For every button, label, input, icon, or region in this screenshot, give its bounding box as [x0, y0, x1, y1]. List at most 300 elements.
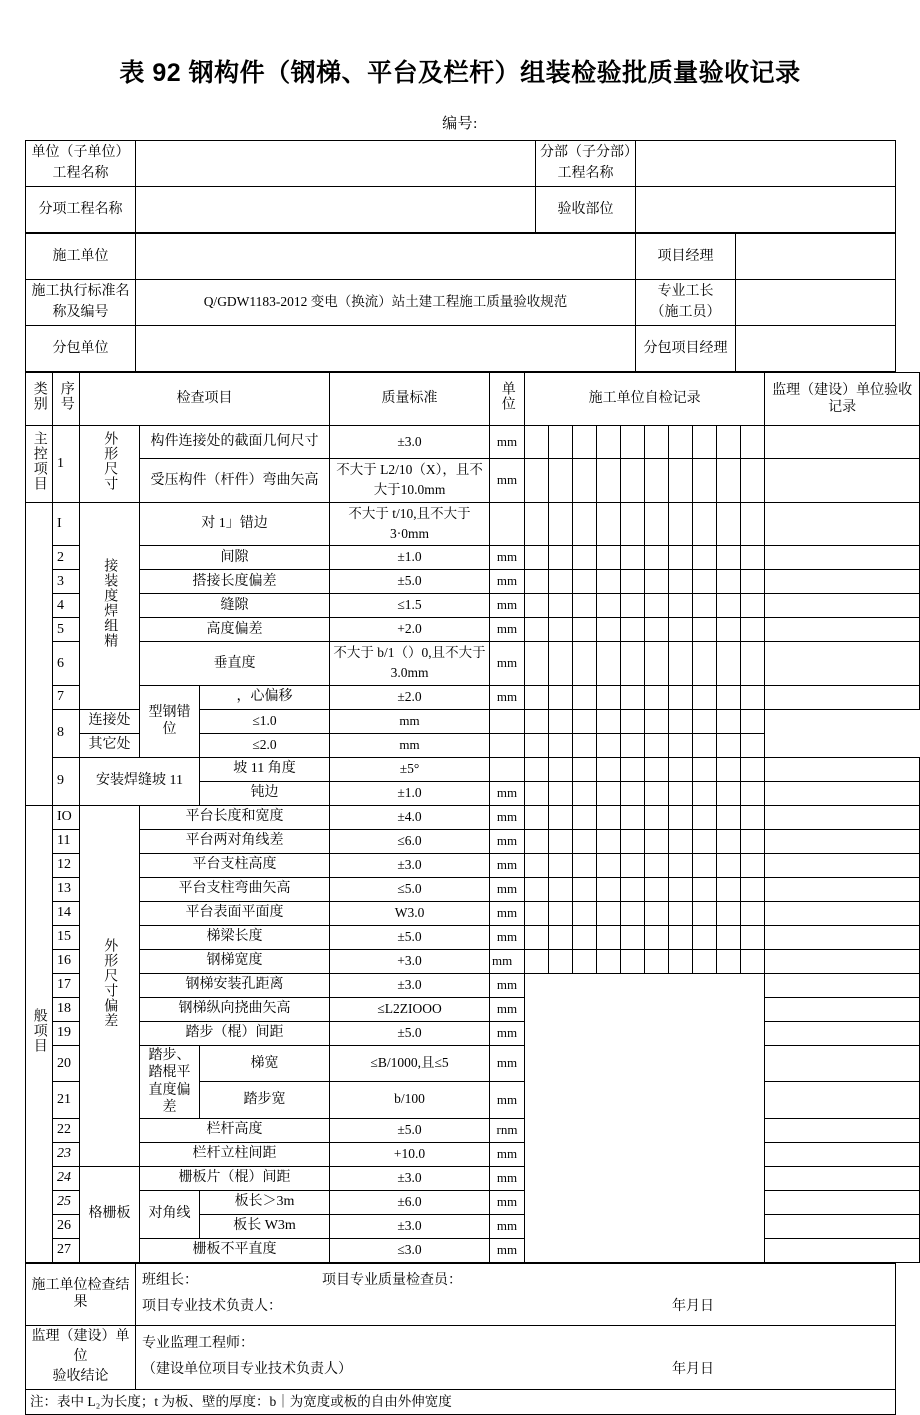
self-check-cell[interactable]: [693, 426, 717, 459]
table-row: [26, 618, 920, 642]
table-row: [26, 949, 920, 973]
self-check-cell[interactable]: [669, 459, 693, 503]
self-check-cell[interactable]: [597, 829, 621, 853]
row-item: 其它处: [80, 733, 140, 757]
foreman-input[interactable]: [736, 280, 896, 326]
self-check-cell[interactable]: [741, 805, 765, 829]
self-check-cell[interactable]: [573, 502, 597, 546]
self-check-cell[interactable]: [741, 459, 765, 503]
self-check-cell[interactable]: [645, 949, 669, 973]
row-item: 受压构件（杆件）弯曲矢高: [140, 459, 330, 503]
self-check-cell[interactable]: [621, 642, 645, 686]
self-check-cell[interactable]: [717, 685, 741, 709]
self-check-cell[interactable]: [717, 709, 741, 733]
self-check-cell[interactable]: [717, 570, 741, 594]
row-seq: 3: [53, 570, 80, 594]
row-item: 对 1」错边: [140, 502, 330, 546]
self-check-cell[interactable]: [621, 570, 645, 594]
self-check-cell[interactable]: [573, 546, 597, 570]
self-check-cell[interactable]: [717, 594, 741, 618]
self-check-cell[interactable]: [573, 426, 597, 459]
supervision-cell[interactable]: [765, 459, 920, 503]
self-check-cell[interactable]: [549, 733, 573, 757]
self-check-cell[interactable]: [693, 642, 717, 686]
self-check-cell[interactable]: [669, 925, 693, 949]
self-check-cell[interactable]: [669, 829, 693, 853]
self-check-cell[interactable]: [693, 757, 717, 781]
self-check-cell[interactable]: [549, 594, 573, 618]
self-check-cell[interactable]: [621, 925, 645, 949]
self-check-cell[interactable]: [597, 949, 621, 973]
self-check-cell[interactable]: [693, 709, 717, 733]
self-check-cell[interactable]: [573, 570, 597, 594]
row-seq: 17: [53, 973, 80, 997]
self-check-cell[interactable]: [717, 781, 741, 805]
self-check-cell[interactable]: [525, 949, 549, 973]
self-check-cell[interactable]: [573, 901, 597, 925]
col-seq: 序号: [53, 373, 80, 426]
self-check-cell[interactable]: [717, 877, 741, 901]
self-check-cell[interactable]: [573, 781, 597, 805]
row-seq: 7: [53, 685, 80, 709]
date-field-1: 年月日: [672, 1294, 714, 1321]
self-check-cell[interactable]: [693, 570, 717, 594]
self-check-cell[interactable]: [717, 546, 741, 570]
self-check-cell[interactable]: [669, 709, 693, 733]
col-unit: 单位: [490, 373, 525, 426]
self-check-cell[interactable]: [693, 949, 717, 973]
self-check-cell[interactable]: [621, 781, 645, 805]
self-check-cell[interactable]: [597, 502, 621, 546]
self-check-cell[interactable]: [669, 781, 693, 805]
row-unit: mm: [490, 546, 525, 570]
self-check-cell[interactable]: [525, 685, 549, 709]
self-check-cell[interactable]: [741, 925, 765, 949]
table-row: [26, 280, 896, 326]
self-check-cell[interactable]: [621, 805, 645, 829]
supervision-cell[interactable]: [765, 1190, 920, 1214]
row-standard: ±2.0: [330, 685, 490, 709]
supervision-cell[interactable]: [765, 1045, 920, 1082]
self-check-cell[interactable]: [693, 546, 717, 570]
self-check-cell[interactable]: [525, 618, 549, 642]
row-item: 钢梯安装孔距离: [140, 973, 330, 997]
row-seq: IO: [53, 805, 80, 829]
self-check-cell[interactable]: [573, 618, 597, 642]
self-check-cell[interactable]: [621, 546, 645, 570]
self-check-cell[interactable]: [717, 853, 741, 877]
self-check-cell[interactable]: [525, 459, 549, 503]
self-check-cell[interactable]: [717, 618, 741, 642]
self-check-cell[interactable]: [669, 853, 693, 877]
row-seq: 18: [53, 997, 80, 1021]
self-check-cell[interactable]: [621, 877, 645, 901]
self-check-cell[interactable]: [525, 570, 549, 594]
supervision-cell[interactable]: [765, 1082, 920, 1119]
self-check-cell[interactable]: [597, 618, 621, 642]
self-check-cell[interactable]: [717, 502, 741, 546]
self-check-cell[interactable]: [741, 757, 765, 781]
self-check-cell[interactable]: [645, 853, 669, 877]
supervision-cell[interactable]: [765, 1142, 920, 1166]
self-check-cell[interactable]: [741, 594, 765, 618]
self-check-cell[interactable]: [525, 502, 549, 546]
self-check-cell[interactable]: [597, 570, 621, 594]
self-check-cell[interactable]: [717, 805, 741, 829]
self-check-cell[interactable]: [669, 502, 693, 546]
self-check-cell[interactable]: [525, 853, 549, 877]
self-check-cell[interactable]: [717, 901, 741, 925]
supervision-cell[interactable]: [765, 618, 920, 642]
supervision-cell[interactable]: [765, 1118, 920, 1142]
supervision-cell[interactable]: [765, 1214, 920, 1238]
supervision-cell[interactable]: [765, 781, 920, 805]
row-unit: mm: [490, 570, 525, 594]
self-check-cell[interactable]: [549, 570, 573, 594]
self-check-cell[interactable]: [693, 502, 717, 546]
subcontractor-label: 分包单位: [26, 326, 136, 372]
supervision-cell[interactable]: [765, 426, 920, 459]
self-check-cell[interactable]: [741, 426, 765, 459]
supervision-cell[interactable]: [765, 829, 920, 853]
self-check-cell[interactable]: [525, 709, 549, 733]
self-check-cell[interactable]: [669, 642, 693, 686]
self-check-cell[interactable]: [549, 925, 573, 949]
self-check-cell[interactable]: [621, 733, 645, 757]
self-check-cell[interactable]: [645, 459, 669, 503]
self-check-cell[interactable]: [621, 502, 645, 546]
self-check-cell[interactable]: [645, 546, 669, 570]
self-check-cell[interactable]: [573, 949, 597, 973]
self-check-cell[interactable]: [741, 829, 765, 853]
self-check-cell[interactable]: [717, 829, 741, 853]
self-check-cell[interactable]: [645, 709, 669, 733]
group-diagonal: 对角线: [140, 1190, 200, 1238]
supervision-cell[interactable]: [765, 502, 920, 546]
self-check-cell[interactable]: [645, 642, 669, 686]
self-check-cell[interactable]: [693, 459, 717, 503]
self-check-cell[interactable]: [597, 594, 621, 618]
self-check-cell[interactable]: [573, 594, 597, 618]
self-check-cell[interactable]: [693, 618, 717, 642]
supervision-cell[interactable]: [765, 685, 920, 709]
self-check-cell[interactable]: [525, 781, 549, 805]
supervision-cell[interactable]: [765, 877, 920, 901]
self-check-cell[interactable]: [549, 949, 573, 973]
self-check-cell[interactable]: [693, 733, 717, 757]
self-check-cell[interactable]: [693, 877, 717, 901]
self-check-cell[interactable]: [645, 877, 669, 901]
self-check-cell[interactable]: [741, 901, 765, 925]
constr-result-content[interactable]: [136, 1263, 896, 1325]
self-check-cell[interactable]: [525, 642, 549, 686]
self-check-cell[interactable]: [549, 546, 573, 570]
self-check-cell[interactable]: [693, 829, 717, 853]
self-check-cell[interactable]: [573, 877, 597, 901]
self-check-cell[interactable]: [597, 853, 621, 877]
self-check-cell[interactable]: [597, 642, 621, 686]
self-check-cell[interactable]: [549, 829, 573, 853]
self-check-cell[interactable]: [525, 877, 549, 901]
self-check-cell[interactable]: [621, 949, 645, 973]
super-conclusion-content[interactable]: [136, 1325, 896, 1389]
row-standard: ±3.0: [330, 1166, 490, 1190]
self-check-cell[interactable]: [549, 618, 573, 642]
supervision-cell[interactable]: [765, 1021, 920, 1045]
row-standard: ±1.0: [330, 781, 490, 805]
self-check-cell[interactable]: [669, 733, 693, 757]
self-check-cell[interactable]: [645, 781, 669, 805]
supervision-cell[interactable]: [765, 901, 920, 925]
self-check-cell[interactable]: [597, 757, 621, 781]
self-check-cell[interactable]: [669, 570, 693, 594]
self-check-cell[interactable]: [597, 901, 621, 925]
item-project-name-input[interactable]: [136, 187, 536, 233]
self-check-cell[interactable]: [741, 502, 765, 546]
super-engineer-sub-label: （建设单位项目专业技术负责人）: [142, 1357, 672, 1384]
supervision-cell[interactable]: [765, 1166, 920, 1190]
self-check-cell[interactable]: [525, 925, 549, 949]
self-check-cell[interactable]: [490, 709, 525, 733]
self-check-cell[interactable]: [741, 546, 765, 570]
self-check-cell[interactable]: [597, 709, 621, 733]
self-check-cell[interactable]: [669, 949, 693, 973]
supervision-cell[interactable]: [765, 1238, 920, 1262]
self-check-cell[interactable]: [645, 733, 669, 757]
self-check-cell[interactable]: [490, 733, 525, 757]
self-check-cell[interactable]: [573, 685, 597, 709]
supervision-cell[interactable]: [765, 949, 920, 973]
self-check-cell[interactable]: [573, 642, 597, 686]
self-check-cell[interactable]: [621, 618, 645, 642]
self-check-cell[interactable]: [597, 685, 621, 709]
supervision-cell[interactable]: [765, 546, 920, 570]
row-item: 垂直度: [140, 642, 330, 686]
self-check-cell[interactable]: [597, 877, 621, 901]
self-check-cell[interactable]: [693, 901, 717, 925]
self-check-cell[interactable]: [645, 901, 669, 925]
self-check-cell[interactable]: [669, 594, 693, 618]
supervision-cell[interactable]: [741, 733, 765, 757]
row-seq: 13: [53, 877, 80, 901]
self-check-cell[interactable]: [573, 459, 597, 503]
self-check-cell[interactable]: [621, 709, 645, 733]
self-check-cell[interactable]: [741, 877, 765, 901]
self-check-cell[interactable]: [717, 757, 741, 781]
self-check-cell[interactable]: [549, 757, 573, 781]
acceptance-part-input[interactable]: [636, 187, 896, 233]
sub-project-manager-input[interactable]: [736, 326, 896, 372]
self-check-cell[interactable]: [525, 901, 549, 925]
col-supervision: 监理（建设）单位验收记录: [765, 373, 920, 426]
self-check-cell[interactable]: [645, 426, 669, 459]
self-check-cell[interactable]: [645, 685, 669, 709]
self-check-cell[interactable]: [693, 685, 717, 709]
table-row: [26, 925, 920, 949]
self-check-cell[interactable]: [525, 426, 549, 459]
self-check-cell[interactable]: [525, 829, 549, 853]
table-row: [26, 1389, 896, 1415]
self-check-cell[interactable]: [621, 685, 645, 709]
supervision-cell[interactable]: [765, 973, 920, 997]
self-check-cell[interactable]: [645, 502, 669, 546]
self-check-cell[interactable]: [621, 459, 645, 503]
supervision-cell[interactable]: [765, 570, 920, 594]
self-check-cell[interactable]: [693, 805, 717, 829]
row-item: 梯梁长度: [140, 925, 330, 949]
table-row: [26, 642, 920, 686]
table-row: [26, 459, 920, 503]
unit-project-name-input[interactable]: [136, 141, 536, 187]
row-unit: mm: [490, 618, 525, 642]
row-standard: ±6.0: [330, 1190, 490, 1214]
self-check-cell[interactable]: [645, 925, 669, 949]
self-check-cell[interactable]: [669, 805, 693, 829]
self-check-cell[interactable]: [717, 642, 741, 686]
row-standard: ±3.0: [330, 853, 490, 877]
foreman-title: 专业工长: [638, 282, 733, 302]
table-row: [26, 901, 920, 925]
self-check-cell[interactable]: [549, 877, 573, 901]
self-check-cell[interactable]: [597, 733, 621, 757]
row-seq: 1: [53, 426, 80, 503]
self-check-cell[interactable]: [645, 618, 669, 642]
supervision-cell[interactable]: [765, 594, 920, 618]
self-check-cell[interactable]: [645, 829, 669, 853]
self-check-cell[interactable]: [669, 901, 693, 925]
row-unit: mm: [490, 925, 525, 949]
self-check-cell[interactable]: [717, 426, 741, 459]
self-check-area-merged[interactable]: [525, 973, 765, 1262]
group-shape-dev: 外形尺寸偏差: [80, 805, 140, 1166]
self-check-cell[interactable]: [645, 570, 669, 594]
self-check-cell[interactable]: [741, 853, 765, 877]
row-item: 搭接长度偏差: [140, 570, 330, 594]
self-check-cell[interactable]: [693, 853, 717, 877]
self-check-cell[interactable]: [549, 709, 573, 733]
row-item: 踏步（棍）间距: [140, 1021, 330, 1045]
self-check-cell[interactable]: [669, 546, 693, 570]
self-check-cell[interactable]: [669, 618, 693, 642]
row-standard: +3.0: [330, 949, 490, 973]
supervision-cell[interactable]: [765, 805, 920, 829]
self-check-cell[interactable]: [525, 594, 549, 618]
self-check-cell[interactable]: [597, 925, 621, 949]
self-check-cell[interactable]: [573, 709, 597, 733]
self-check-cell[interactable]: [549, 853, 573, 877]
supervision-cell[interactable]: [765, 642, 920, 686]
self-check-cell[interactable]: [741, 618, 765, 642]
self-check-cell[interactable]: [645, 594, 669, 618]
self-check-cell[interactable]: [741, 642, 765, 686]
supervision-cell[interactable]: [765, 757, 920, 781]
self-check-cell[interactable]: [549, 426, 573, 459]
construction-unit-input[interactable]: [136, 234, 636, 280]
self-check-cell[interactable]: [573, 805, 597, 829]
self-check-cell[interactable]: [597, 781, 621, 805]
self-check-cell[interactable]: [597, 459, 621, 503]
self-check-cell[interactable]: [693, 925, 717, 949]
subcontractor-input[interactable]: [136, 326, 636, 372]
self-check-cell[interactable]: [669, 757, 693, 781]
self-check-cell[interactable]: [621, 426, 645, 459]
row-standard: ≤3.0: [330, 1238, 490, 1262]
self-check-cell[interactable]: [525, 546, 549, 570]
self-check-cell[interactable]: [717, 733, 741, 757]
self-check-cell[interactable]: [573, 925, 597, 949]
col-inspection-item: 检查项目: [80, 373, 330, 426]
self-check-cell[interactable]: [525, 733, 549, 757]
row-seq: 23: [53, 1142, 80, 1166]
row-standard: ±5.0: [330, 925, 490, 949]
self-check-cell[interactable]: [549, 459, 573, 503]
self-check-cell[interactable]: [549, 685, 573, 709]
self-check-cell[interactable]: [669, 685, 693, 709]
supervision-cell[interactable]: [765, 925, 920, 949]
row-unit: mm: [490, 781, 525, 805]
supervision-cell[interactable]: [765, 853, 920, 877]
self-check-cell[interactable]: [597, 426, 621, 459]
self-check-cell[interactable]: [549, 781, 573, 805]
self-check-cell[interactable]: [645, 757, 669, 781]
row-item: 栏杆立柱间距: [140, 1142, 330, 1166]
self-check-cell[interactable]: [717, 949, 741, 973]
self-check-cell[interactable]: [741, 685, 765, 709]
table-row: [26, 1021, 920, 1045]
table-header-row: [26, 373, 920, 426]
row-item: 连接处: [80, 709, 140, 733]
self-check-cell[interactable]: [693, 594, 717, 618]
self-check-cell[interactable]: [549, 642, 573, 686]
self-check-cell[interactable]: [669, 877, 693, 901]
self-check-cell[interactable]: [621, 829, 645, 853]
self-check-cell[interactable]: [669, 426, 693, 459]
self-check-cell[interactable]: [549, 805, 573, 829]
self-check-cell[interactable]: [741, 570, 765, 594]
category-blank: [26, 502, 53, 805]
self-check-cell[interactable]: [693, 781, 717, 805]
self-check-cell[interactable]: [645, 805, 669, 829]
self-check-cell[interactable]: [621, 901, 645, 925]
self-check-cell[interactable]: [621, 594, 645, 618]
supervision-cell[interactable]: [765, 997, 920, 1021]
table-row: [26, 426, 920, 459]
self-check-cell[interactable]: [525, 757, 549, 781]
self-check-cell[interactable]: [597, 546, 621, 570]
self-check-cell[interactable]: [597, 805, 621, 829]
self-check-cell[interactable]: [741, 949, 765, 973]
self-check-cell[interactable]: [717, 925, 741, 949]
self-check-cell[interactable]: [573, 757, 597, 781]
self-check-cell[interactable]: [573, 853, 597, 877]
self-check-cell[interactable]: [621, 853, 645, 877]
sub-project-name-input[interactable]: [636, 141, 896, 187]
self-check-cell[interactable]: [621, 757, 645, 781]
self-check-cell[interactable]: [549, 901, 573, 925]
self-check-cell[interactable]: [717, 459, 741, 503]
self-check-cell[interactable]: [549, 502, 573, 546]
supervision-cell[interactable]: [741, 709, 765, 733]
table-row: [26, 685, 920, 709]
row-standard: ≤L2ZIOOO: [330, 997, 490, 1021]
row-unit: mm: [490, 997, 525, 1021]
self-check-cell[interactable]: [741, 781, 765, 805]
self-check-cell[interactable]: [573, 829, 597, 853]
table-row: [26, 594, 920, 618]
self-check-cell[interactable]: [525, 805, 549, 829]
self-check-cell[interactable]: [573, 733, 597, 757]
project-manager-input[interactable]: [736, 234, 896, 280]
